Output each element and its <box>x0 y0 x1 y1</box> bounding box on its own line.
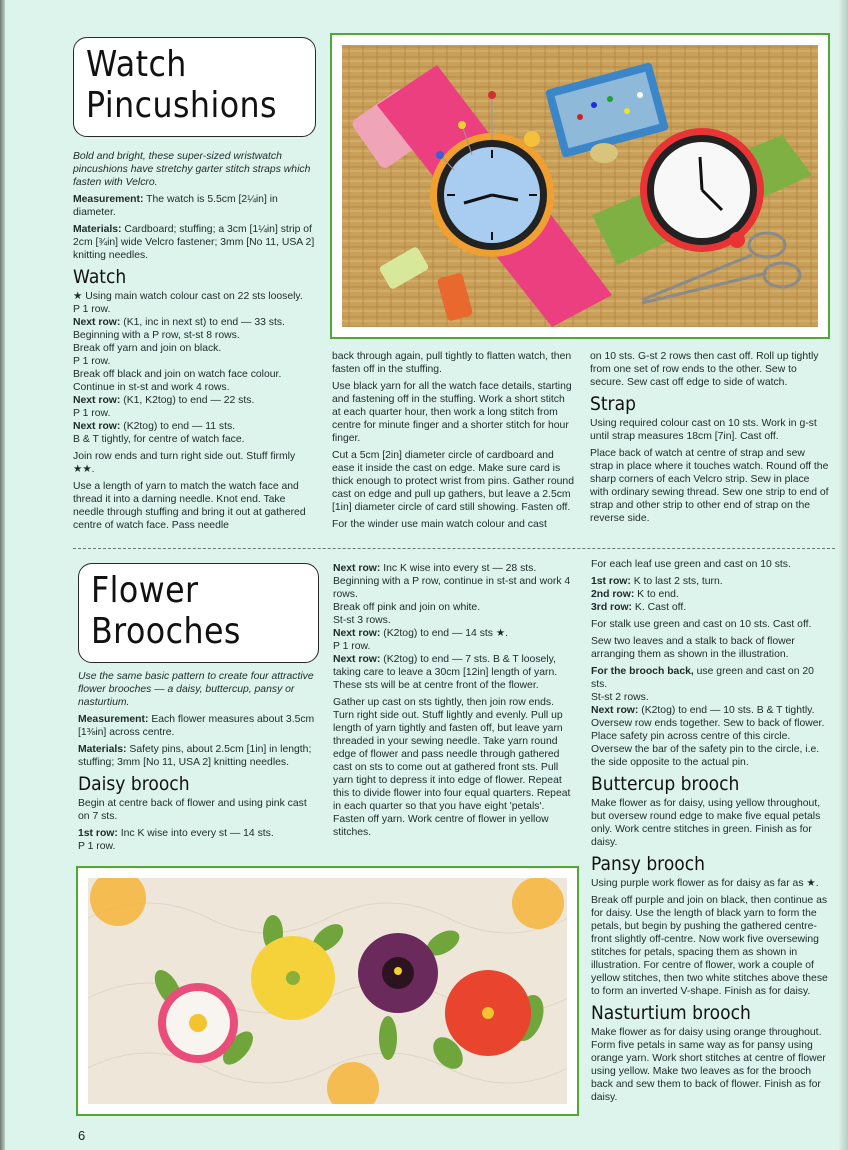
paragraph: For stalk use green and cast on 10 sts. Cast off. <box>591 619 812 630</box>
pattern-line <box>333 627 576 640</box>
watch-measurement <box>73 193 316 219</box>
paragraph: on 10 sts. G-st 2 rows then cast off. Roll up tightly from one set of row ends to the other. Sew to secure. Sew cast off edge to side of watch. <box>590 351 819 388</box>
title-line-1: Flower <box>91 570 199 611</box>
pattern-line: St-st 3 rows. <box>333 615 391 626</box>
paragraph: For each leaf use green and cast on 10 sts. <box>591 559 791 570</box>
flower-photo-illustration <box>88 878 567 1104</box>
pattern-line: Break off pink and join on white. <box>333 602 481 613</box>
watch-photo-frame <box>330 33 830 339</box>
flower-brooches-title-box <box>78 563 319 663</box>
flower-measurement <box>78 713 319 739</box>
watch-column-2 <box>332 350 575 535</box>
pattern-line: P 1 row. <box>78 841 116 852</box>
page-number: 6 <box>78 1128 86 1143</box>
paragraph: For the winder use main watch colour and cast <box>332 519 547 530</box>
row-label: Next row: <box>73 421 121 432</box>
flower-column-2 <box>333 562 576 843</box>
daisy-heading: Daisy brooch <box>78 773 190 795</box>
pattern-line <box>73 420 316 433</box>
buttercup-heading: Buttercup brooch <box>591 773 740 795</box>
row-text: use green and cast on 20 sts. <box>591 666 814 690</box>
row-label: For the brooch back, <box>591 666 694 677</box>
measurement-label: Measurement: <box>78 714 149 725</box>
row-text: K. Cast off. <box>632 602 687 613</box>
paragraph: Using required colour cast on 10 sts. Work in g-st until strap measures 18cm [7in]. Cast off. <box>590 418 817 442</box>
pattern-line <box>591 575 831 588</box>
row-text: Inc K wise into every st — 28 sts. <box>380 563 537 574</box>
nasturtium-heading: Nasturtium brooch <box>591 1002 751 1024</box>
pattern-line: Join row ends and turn right side out. Stuff firmly ★★. <box>73 451 296 475</box>
row-text: (K2tog) to end — 10 sts. B & T tightly. Oversew row ends together. Sew to back of flower. Place safety pin across centre of this circle. Oversew the bar of the safety pin to the circle, i.e. the side opposite to the actual pin. <box>591 705 825 768</box>
pattern-line: B & T tightly, for centre of watch face. <box>73 434 245 445</box>
row-label: 1st row: <box>78 828 118 839</box>
pattern-line: Break off yarn and join on black. <box>73 343 222 354</box>
flower-column-1 <box>78 670 319 853</box>
row-label: 1st row: <box>591 576 631 587</box>
watch-pincushions-title-box <box>73 37 316 137</box>
pattern-line <box>591 588 831 601</box>
flower-photo-frame <box>76 866 579 1116</box>
row-label: 2nd row: <box>591 589 635 600</box>
pattern-line: P 1 row. <box>333 641 371 652</box>
row-text: K to last 2 sts, turn. <box>630 576 723 587</box>
title-line-1: Watch <box>86 44 187 85</box>
materials-label: Materials: <box>73 224 122 235</box>
row-text: (K1, inc in next st) to end — 33 sts. <box>120 317 285 328</box>
row-label: Next row: <box>333 654 381 665</box>
pattern-line: Beginning with a P row, st-st 8 rows. <box>73 330 240 341</box>
paragraph: Break off purple and join on black, then continue as for daisy. Use the length of black yarn to form the petals, but begin by pushing the gathered centre-front slightly off-centre. Now work five oversewing stitches for petals, spacing them as shown in illustration. For centre of flower, work a couple of yellow stitches, then two white stitches above these to form an inverted V-shape. Finish as for daisy. <box>591 895 828 997</box>
pattern-line: Break off black and join on watch face colour. <box>73 369 282 380</box>
paragraph: Make flower as for daisy using orange throughout. Form five petals in same way as for pansy using orange yarn. Work short stitches at centre of flower using yellow. Make two leaves as for the brooch back and sew them to back of flower. Finish as for daisy. <box>591 1027 826 1103</box>
paragraph: Make flower as for daisy, using yellow throughout, but oversew round edge to make five equal petals only. Work centre stitches in green. Finish as for daisy. <box>591 798 821 848</box>
pattern-line <box>591 601 831 614</box>
row-text: (K2tog) to end — 11 sts. <box>120 421 236 432</box>
pansy-heading: Pansy brooch <box>591 853 706 875</box>
watch-heading: Watch <box>73 266 127 288</box>
title-line-2: Brooches <box>91 611 241 652</box>
row-text: (K2tog) to end — 7 sts. B & T loosely, taking care to leave a 30cm [12in] length of yarn. These sts will be at centre front of the flower. <box>333 654 558 691</box>
watch-intro: Bold and bright, these super-sized wristwatch pincushions have stretchy garter stitch straps which fasten with Velcro. <box>73 151 311 188</box>
flower-materials <box>78 743 319 769</box>
row-label: 3rd row: <box>591 602 632 613</box>
row-label: Next row: <box>73 395 121 406</box>
pattern-line <box>333 653 576 692</box>
row-label: Next row: <box>591 705 639 716</box>
watch-pattern-lines <box>73 290 316 532</box>
pattern-line: St-st 2 rows. <box>591 692 649 703</box>
page-right-edge <box>838 0 848 1150</box>
paragraph: Using purple work flower as for daisy as far as ★. <box>591 878 819 889</box>
row-text: K to end. <box>634 589 679 600</box>
materials-label: Materials: <box>78 744 127 755</box>
pattern-line: Use a length of yarn to match the watch face and thread it into a darning needle. Knot end. Take needle through stuffing and bring it out at gathered centre of watch face. Pass needle <box>73 481 306 531</box>
materials-text: Safety pins, about 2.5cm [1in] in length; stuffing; 3mm [No 11, USA 2] knitting needles. <box>78 744 312 768</box>
measurement-text: Each flower measures about 3.5cm [1⅜in] across centre. <box>78 714 315 738</box>
watch-materials <box>73 223 316 262</box>
watch-column-3 <box>590 350 830 529</box>
pattern-line: Continue in st-st and work 4 rows. <box>73 382 230 393</box>
row-text: Inc K wise into every st — 14 sts. <box>117 828 274 839</box>
pattern-line: ★ Using main watch colour cast on 22 sts loosely. <box>73 291 303 302</box>
flower-brooches-photo <box>88 878 567 1104</box>
paragraph: Place back of watch at centre of strap and sew strap in place where it touches watch. Round off the sharp corners of each Velcro strip. Sew in place with ordinary sewing thread. Sew one strip to end of strap and other strip to other end of strap on the reverse side. <box>590 448 829 524</box>
pattern-line: P 1 row. <box>73 304 111 315</box>
paragraph: Gather up cast on sts tightly, then join row ends. Turn right side out. Stuff lightly and evenly. Pull up length of yarn tightly and fasten off, but leave yarn threaded in your sewing needle. Take yarn round edge of flower and pass needle through gathered cast on sts to come out at gathered front sts. Pull yarn tight to depress it into edge of flower. Repeat this to divide flower into four equal quarters. Repeat in each quarter so that you have eight 'petals'. Fasten off yarn. Work centre of flower in yellow stitches. <box>333 697 571 838</box>
pattern-line <box>591 665 831 691</box>
pattern-line <box>333 562 576 575</box>
pattern-line <box>78 827 319 840</box>
page-binding-edge <box>0 0 5 1150</box>
title-line-2: Pincushions <box>86 85 277 126</box>
row-label: Next row: <box>73 317 121 328</box>
paragraph: Cut a 5cm [2in] diameter circle of cardboard and ease it inside the cast on edge. Make sure card is thick enough to protect wrist from pins. Gather round cast on edge and pull up gathers, but leave a 2.5cm [1in] diameter circle of card still showing. Fasten off. <box>332 450 574 513</box>
flower-column-3 <box>591 558 831 1108</box>
measurement-text: The watch is 5.5cm [2¼in] in diameter. <box>73 194 278 218</box>
section-divider <box>73 548 835 549</box>
paragraph: Use black yarn for all the watch face details, starting and fastening off in the stuffing. Work a short stitch at each quarter hour, then work a long stitch from centre for minute finger and a shorter stitch for hour finger. <box>332 381 572 444</box>
flower-intro: Use the same basic pattern to create four attractive flower brooches — a daisy, buttercup, pansy or nasturtium. <box>78 671 314 708</box>
watch-photo-illustration <box>342 45 818 327</box>
materials-text: Cardboard; stuffing; a 3cm [1¼in] strip of 2cm [¾in] wide Velcro fastener; 3mm [No 11, USA 2] knitting needles. <box>73 224 315 261</box>
watch-pincushions-photo <box>342 45 818 327</box>
row-label: Next row: <box>333 563 381 574</box>
paragraph: Begin at centre back of flower and using pink cast on 7 sts. <box>78 798 307 822</box>
pattern-line: Beginning with a P row, continue in st-st and work 4 rows. <box>333 576 571 600</box>
watch-column-1 <box>73 150 316 536</box>
row-label: Next row: <box>333 628 381 639</box>
paragraph: back through again, pull tightly to flatten watch, then fasten off in the stuffing. <box>332 351 572 375</box>
pattern-line: P 1 row. <box>73 356 111 367</box>
paragraph: Sew two leaves and a stalk to back of flower arranging them as shown in the illustration. <box>591 636 795 660</box>
measurement-label: Measurement: <box>73 194 144 205</box>
pattern-line: P 1 row. <box>73 408 111 419</box>
pattern-line <box>591 704 831 769</box>
strap-heading: Strap <box>590 393 636 415</box>
row-text: (K1, K2tog) to end — 22 sts. <box>120 395 255 406</box>
pattern-line <box>73 394 316 407</box>
row-text: (K2tog) to end — 14 sts ★. <box>380 628 509 639</box>
pattern-line <box>73 316 316 329</box>
